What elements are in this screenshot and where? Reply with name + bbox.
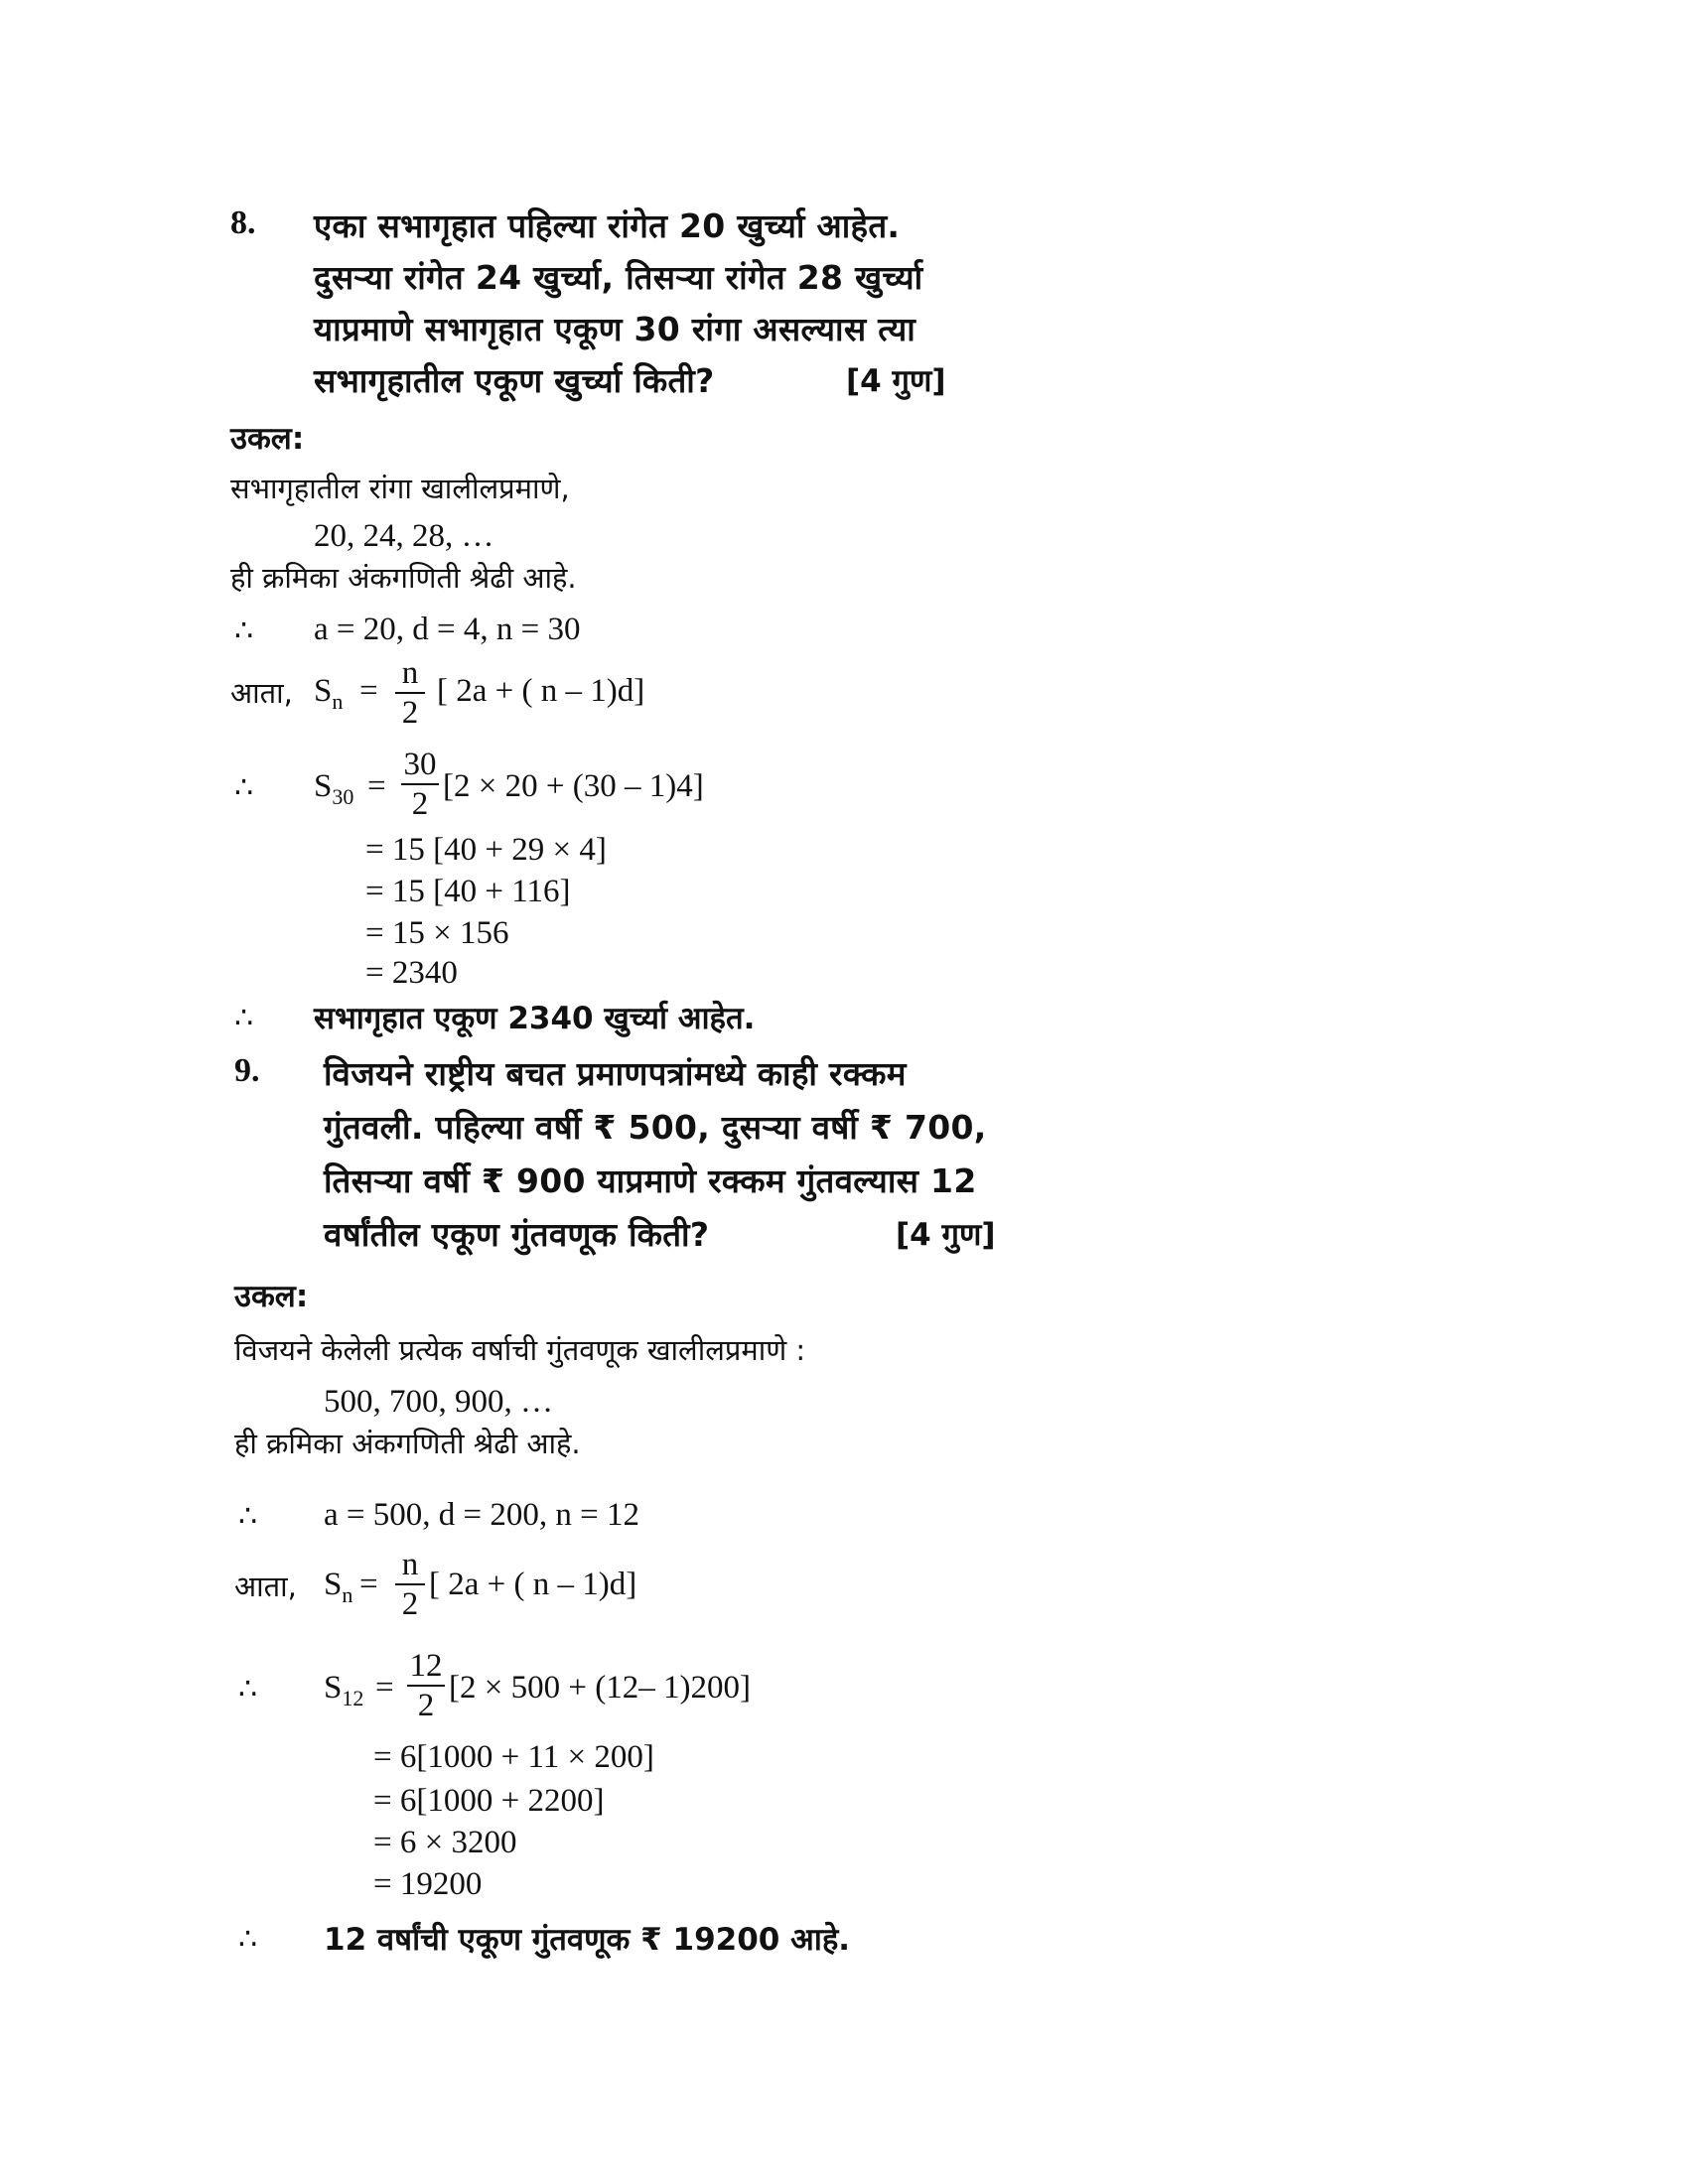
ap-statement: ही क्रमिका अंकगणिती श्रेढी आहे.: [230, 561, 577, 595]
marks-label: [4 गुण]: [896, 1217, 996, 1253]
equals-sign: =: [367, 768, 386, 804]
ap-statement: ही क्रमिका अंकगणिती श्रेढी आहे.: [234, 1427, 581, 1460]
question-line: वर्षांतील एकूण गुंतवणूक किती?: [324, 1215, 710, 1254]
calc-step: = 19200: [373, 1866, 483, 1902]
therefore-symbol: ∴: [234, 770, 254, 805]
sn-symbol: $S_n$: [314, 673, 344, 714]
question-line: विजयने राष्ट्रीय बचत प्रमाणपत्रांमध्ये काही रक्कम: [324, 1054, 907, 1093]
solution-heading: उकल:: [230, 421, 305, 457]
now-label: आता,: [230, 676, 293, 710]
question-number: 9.: [234, 1052, 260, 1089]
solution-intro: विजयने केलेली प्रत्येक वर्षाची गुंतवणूक खालीलप्रमाणे :: [234, 1333, 806, 1367]
sn-symbol: $S_n$: [324, 1567, 353, 1607]
formula-bracket: [ 2a + ( n – 1)d]: [429, 1567, 637, 1602]
fraction-30-over-2: 30 2: [401, 747, 439, 822]
marks-label: [4 गुण]: [846, 363, 946, 399]
solution-intro: सभागृहातील रांगा खालीलप्रमाणे,: [230, 472, 570, 505]
question-line: सभागृहातील एकूण खुर्च्या किती?: [314, 361, 715, 400]
question-number: 8.: [230, 205, 256, 241]
s12-expression: [2 × 500 + (12– 1)200]: [449, 1670, 751, 1706]
fraction-n-over-2: n 2: [395, 1547, 425, 1622]
question-line: तिसऱ्या वर्षी ₹ 900 याप्रमाणे रक्कम गुंतवल्यास 12: [324, 1161, 977, 1200]
calc-step: = 15 [40 + 116]: [365, 874, 571, 909]
calc-step: = 15 [40 + 29 × 4]: [365, 832, 607, 868]
equals-sign: =: [375, 1670, 394, 1706]
given-values: a = 20, d = 4, n = 30: [314, 612, 581, 647]
question-line: दुसऱ्या रांगेत 24 खुर्च्या, तिसऱ्या रांगेत 28 खुर्च्या: [314, 258, 923, 297]
solution-heading: उकल:: [234, 1279, 309, 1314]
formula-bracket: [ 2a + ( n – 1)d]: [437, 673, 645, 709]
given-values: a = 500, d = 200, n = 12: [324, 1497, 639, 1533]
question-line: याप्रमाणे सभागृहात एकूण 30 रांगा असल्यास त्या: [314, 310, 916, 348]
calc-step: = 2340: [365, 955, 458, 991]
fraction-12-over-2: 12 2: [407, 1648, 445, 1723]
s12-symbol: $S_{12}$: [324, 1670, 364, 1710]
therefore-symbol: ∴: [234, 1001, 254, 1035]
s30-symbol: $S_{30}$: [314, 768, 354, 809]
sequence: 20, 24, 28, …: [314, 518, 494, 554]
question-line: एका सभागृहात पहिल्या रांगेत 20 खुर्च्या आहेत.: [314, 206, 901, 245]
question-line: गुंतवली. पहिल्या वर्षी ₹ 500, दुसऱ्या वर्षी ₹ 700,: [324, 1108, 987, 1147]
equals-sign: =: [359, 1567, 378, 1602]
therefore-symbol: ∴: [238, 1499, 258, 1534]
fraction-n-over-2: n 2: [395, 655, 425, 731]
calc-step: = 6[1000 + 2200]: [373, 1783, 605, 1819]
conclusion: सभागृहात एकूण 2340 खुर्च्या आहेत.: [314, 1001, 756, 1036]
equals-sign: =: [359, 673, 378, 709]
calc-step: = 6 × 3200: [373, 1825, 517, 1860]
therefore-symbol: ∴: [238, 1672, 258, 1706]
conclusion: 12 वर्षांची एकूण गुंतवणूक ₹ 19200 आहे.: [324, 1922, 851, 1958]
calc-step: = 15 × 156: [365, 915, 509, 951]
sequence: 500, 700, 900, …: [324, 1384, 553, 1420]
therefore-symbol: ∴: [238, 1922, 258, 1957]
calc-step: = 6[1000 + 11 × 200]: [373, 1739, 654, 1775]
now-label: आता,: [234, 1570, 297, 1603]
s30-expression: [2 × 20 + (30 – 1)4]: [443, 768, 704, 804]
therefore-symbol: ∴: [234, 614, 254, 648]
